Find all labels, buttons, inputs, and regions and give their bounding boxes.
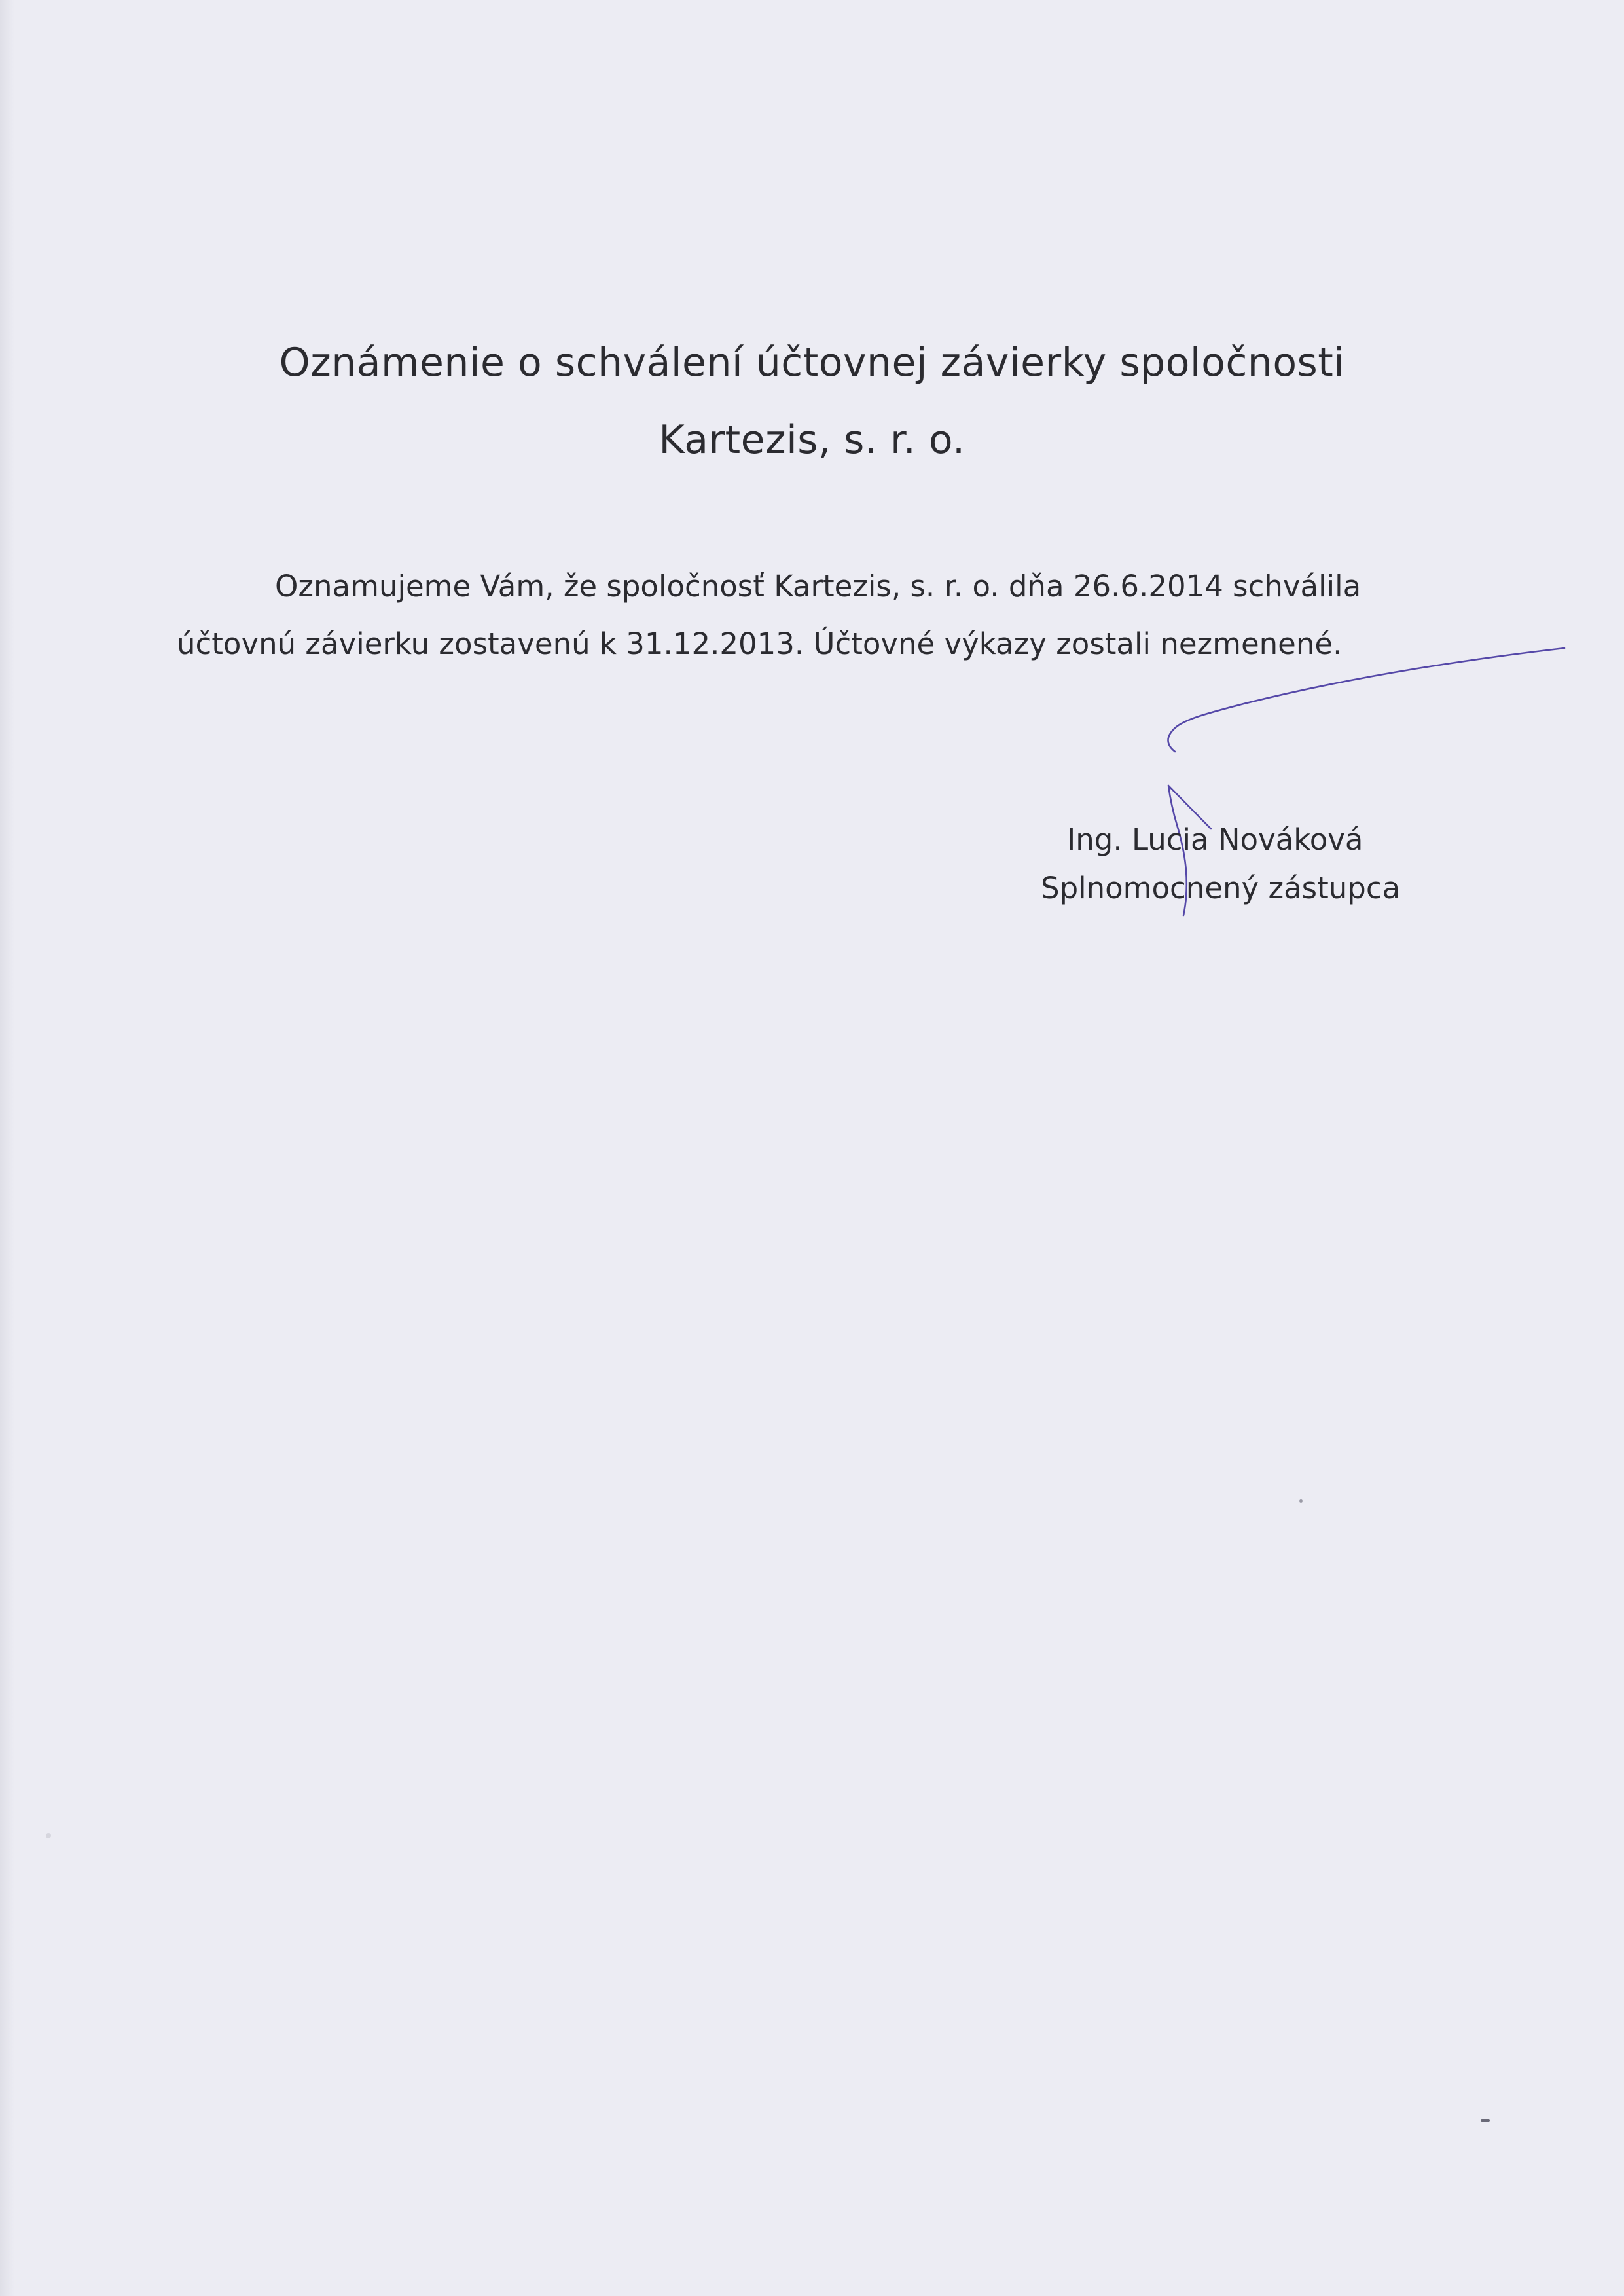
signatory-name: Ing. Lucia Nováková bbox=[1067, 822, 1363, 857]
document-title bbox=[0, 324, 1624, 479]
body-line-2: účtovnú závierku zostavenú k 31.12.2013. Účtovné výkazy zostali nezmenené. bbox=[177, 627, 1343, 661]
signature-block bbox=[1008, 816, 1466, 913]
scan-speck bbox=[46, 1833, 51, 1838]
signatory-role: Splnomocnený zástupca bbox=[1041, 871, 1401, 905]
title-line-2: Kartezis, s. r. o. bbox=[659, 417, 965, 463]
scan-speck bbox=[1481, 2119, 1490, 2122]
title-line-1: Oznámenie o schválení účtovnej závierky spoločnosti bbox=[279, 340, 1345, 386]
scan-speck bbox=[1299, 1499, 1303, 1503]
body-line-1: Oznamujeme Vám, že spoločnosť Kartezis, s. r. o. dňa 26.6.2014 schválila bbox=[275, 569, 1362, 604]
